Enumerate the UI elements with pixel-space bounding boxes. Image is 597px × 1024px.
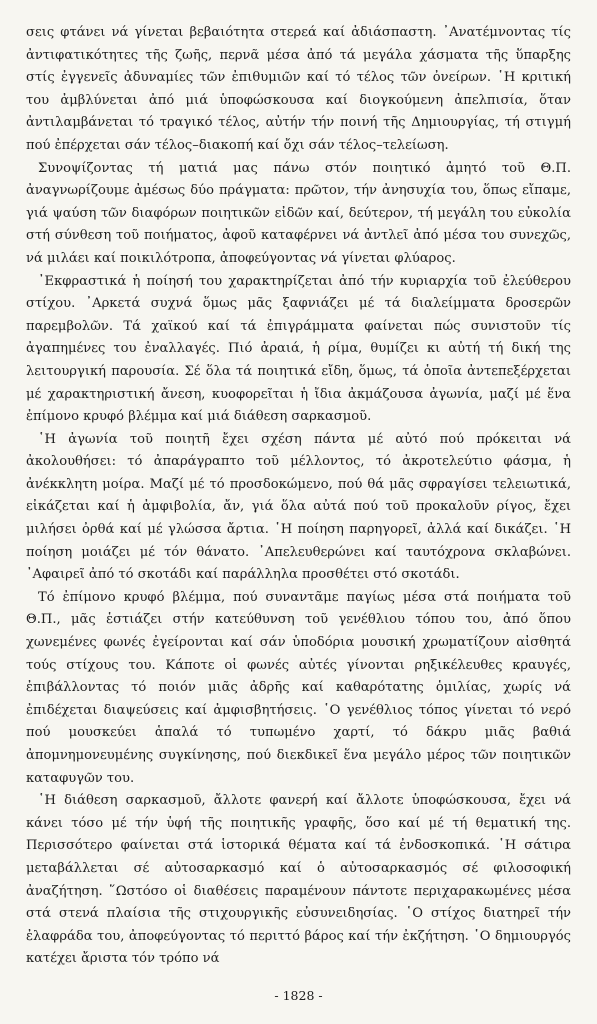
- paragraph-3: ᾿Εκφραστικά ἡ ποίησή του χαρακτηρίζεται ἀπό τήν κυριαρχία τοῦ ἐλεύθερου στίχου. ᾿Αρκετά συχνά ὅμως μᾶς ξαφνιάζει μέ τά διαλείμματα δροσερῶν παρεμβολῶν. Τά χαϊκού καί τά ἐπιγράμματα φαίνεται πώς συνιστοῦν τίς ἀγαπημένες του ἐναλλαγές. Πιό ἀραιά, ἡ ρίμα, θυμίζει κι αὐτή τή δική της λειτουργική παρουσία. Σέ ὅλα τά ποιητικά εἴδη, ὅμως, τά ὁποῖα ἀντεπεξέρχεται μέ χαρακτηριστική ἄνεση, κυοφορεῖται ἡ ἴδια ἀκμάζουσα ἀγωνία, μαζί μέ ἕνα ἐπίμονο κρυφό βλέμμα καί μιά διάθεση σαρκασμοῦ.: [26, 273, 571, 425]
- page-number: - 1828 -: [274, 988, 323, 1003]
- paragraph-5: Τό ἐπίμονο κρυφό βλέμμα, πού συναντᾶμε παγίως μέσα στά ποιήματα τοῦ Θ.Π., μᾶς ἑστιάζει στήν κατεύθυνση τοῦ γενέθλιου τόπου του, ἀπό ὅπου χωνεμένες φωνές ἐγείρονται καί σάν ὑποδόρια μουσική χρωματίζουν αἰσθητά τούς στίχους του. Κάποτε οἱ φωνές αὐτές γίνονται ρηξικέλευθες κραυγές, ἐπιβάλλοντας τό ποιόν μιᾶς ἀδρῆς καί καθαρότατης ὁμιλίας, χωρίς νά ἐπιδέχεται διαψεύσεις καί ἀμφισβητήσεις. ῾Ο γενέθλιος τόπος γίνεται τό νερό πού μουσκεύει ἁπαλά τό τυπωμένο χαρτί, τό δάκρυ μιᾶς βαθιά ἀπομνημονευμένης συγκίνησης, πού διεκδικεῖ ἕνα μεγάλο μέρος τῶν ποιητικῶν καταφυγῶν του.: [26, 589, 571, 786]
- paragraph-1: σεις φτάνει νά γίνεται βεβαιότητα στερεά καί ἀδιάσπαστη. ᾿Ανατέμνοντας τίς ἀντιφατικότητες τῆς ζωῆς, περνᾶ μέσα ἀπό τά μεγάλα χάσματα τῆς ὕπαρξης στίς ἐγγενεῖς ἀδυναμίες τῶν ἐπιθυμιῶν καί τό τέλος τῶν ὀνείρων. ῾Η κριτική του ἀμβλύνεται ἀπό μιά ὑποφώσκουσα καί διογκούμενη ἀπελπισία, ὅταν ἀντιλαμβάνεται τό τραγικό τέλος, αὐτήν τήν ποινή τῆς Δημιουργίας, τή στιγμή πού ἐπέρχεται σάν τέλος–διακοπή καί ὄχι σάν τέλος–τελείωση.: [26, 25, 571, 153]
- paragraph-6: ῾Η διάθεση σαρκασμοῦ, ἄλλοτε φανερή καί ἄλλοτε ὑποφώσκουσα, ἔχει νά κάνει τόσο μέ τήν ὑφή τῆς ποιητικῆς γραφῆς, ὅσο καί μέ τή θεματική της. Περισσότερο φαίνεται στά ἱστορικά θέματα καί τά ἐνδοσκοπικά. ῾Η σάτιρα μεταβάλλεται σέ αὐτοσαρκασμό καί ὁ αὐτοσαρκασμός σέ φιλοσοφική ἀναζήτηση. ῞Ωστόσο οἱ διαθέσεις παραμένουν πάντοτε περιχαρακωμένες μέσα στά στενά πλαίσια τῆς στιχουργικῆς εὐσυνειδησίας. ῾Ο στίχος διατηρεῖ τήν ἐλαφράδα του, ἀποφεύγοντας τό περιττό βάρος καί τήν ἐκζήτηση. ῾Ο δημιουργός κατέχει ἄριστα τόν τρόπο νά: [26, 793, 571, 967]
- document-page: [26, 22, 571, 982]
- paragraph-2: Συνοψίζοντας τή ματιά μας πάνω στόν ποιητικό ἀμητό τοῦ Θ.Π. ἀναγνωρίζουμε ἀμέσως δύο πράγματα: πρῶτον, τήν ἀνησυχία του, ὅπως εἴπαμε, γιά ψαύση τῶν διαφόρων ποιητικῶν εἰδῶν καί, δεύτερον, τή μεγάλη του εὐκολία στή σύνθεση τοῦ ποιήματος, ἀφοῦ καταφέρνει νά ἀντλεῖ ἀπό μέσα του συνεχῶς, νά μιλάει καί ποικιλότροπα, ἀποφεύγοντας νά γίνεται φλύαρος.: [26, 160, 571, 266]
- paragraph-4: ῾Η ἀγωνία τοῦ ποιητῆ ἔχει σχέση πάντα μέ αὐτό πού πρόκειται νά ἀκολουθήσει: τό ἀπαράγραπτο τοῦ μέλλοντος, τό ἀκροτελεύτιο φάσμα, ἡ ἀνέκκλητη μοίρα. Μαζί μέ τό προσδοκώμενο, πού θά μᾶς σφραγίσει τελειωτικά, εἰκάζεται καί ἡ ἀμφιβολία, ἄν, γιά ὅλα αὐτά πού τοῦ προκαλοῦν ρίγος, ἔχει μιλήσει ὀρθά καί μέ γλώσσα ἄρτια. ῾Η ποίηση παρηγορεῖ, ἀλλά καί δικάζει. ῾Η ποίηση μοιάζει μέ τόν θάνατο. ᾿Απελευθερώνει καί ταυτόχρονα σκλαβώνει. ᾿Αφαιρεῖ ἀπό τό σκοτάδι καί παράλληλα προσθέτει στό σκοτάδι.: [26, 431, 571, 583]
